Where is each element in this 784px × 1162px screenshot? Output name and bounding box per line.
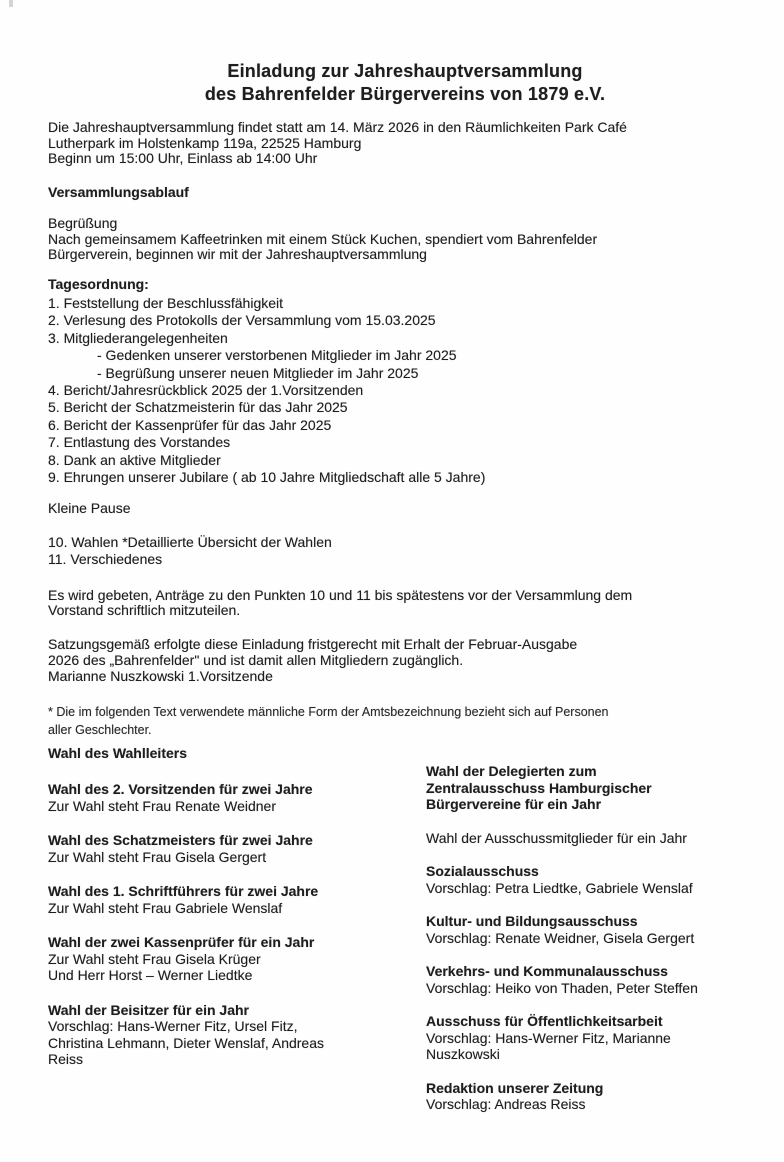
election-block [48,832,426,865]
footnote-line: * Die im folgenden Text verwendete männliche Form der Amtsbezeichnung bezieht sich auf Personen [48,704,609,719]
agenda-list-continued [48,534,748,568]
document-title-line1: Einladung zur Jahreshauptversammlung [227,61,583,81]
signature-line: Marianne Nuszkowski 1.Vorsitzende [48,667,273,684]
election-candidate-line: Zur Wahl steht Frau Gisela Gergert [48,848,267,865]
election-block [426,830,748,847]
election-heading: Wahl des 1. Schriftführers für zwei Jahre [48,883,319,900]
agenda-item: 9. Ehrungen unserer Jubilare ( ab 10 Jahre Mitgliedschaft alle 5 Jahre) [48,469,486,486]
intro-paragraph [48,120,748,167]
election-note-line: Wahl der Ausschussmitglieder für ein Jahr [426,829,687,846]
election-block [48,781,426,814]
section-heading-versammlungsablauf: Versammlungsablauf [48,183,189,200]
election-candidate-line: Vorschlag: Renate Weidner, Gisela Gergert [426,929,695,946]
election-block [48,1002,426,1068]
election-candidate-line: Zur Wahl steht Frau Gisela Krüger [48,950,261,967]
election-candidate-line: Reiss [48,1051,84,1068]
election-heading: Verkehrs- und Kommunalausschuss [426,963,668,980]
agenda-item: 5. Bericht der Schatzmeisterin für das Jahr 2025 [48,399,348,416]
document-content [0,60,784,1113]
ablauf-line: Nach gemeinsamem Kaffeetrinken mit einem Stück Kuchen, spendiert vom Bahrenfelder [48,230,598,247]
agenda-item: 8. Dank an aktive Mitglieder [48,451,221,468]
election-block [426,963,748,996]
document-title [48,60,748,106]
scan-artifact-mark [9,0,13,7]
election-candidate-line: Zur Wahl steht Frau Gabriele Wenslaf [48,899,283,916]
agenda-item: 6. Bericht der Kassenprüfer für das Jahr 2025 [48,416,332,433]
antrag-line: Vorstand schriftlich mitzuteilen. [48,602,241,619]
satzung-paragraph [48,636,748,684]
election-candidate-line: Zur Wahl steht Frau Renate Weidner [48,797,276,814]
agenda-item: 4. Bericht/Jahresrückblick 2025 der 1.Vorsitzenden [48,382,364,399]
satzung-line: Satzungsgemäß erfolgte diese Einladung fristgerecht mit Erhalt der Februar-Ausgabe [48,635,578,652]
footnote [48,703,748,739]
election-candidate-line: Vorschlag: Hans-Werner Fitz, Marianne [426,1029,671,1046]
agenda-item: 1. Feststellung der Beschlussfähigkeit [48,295,284,311]
election-block [426,1013,748,1063]
antrag-paragraph [48,588,748,619]
election-heading: Zentralausschuss Hamburgischer [426,779,652,796]
elections-left-column [48,763,426,1113]
election-candidate-line: Vorschlag: Petra Liedtke, Gabriele Wenslaf [426,879,693,896]
election-block [48,934,426,984]
section-heading-wahlleiter: Wahl des Wahlleiters [48,744,187,761]
agenda-item: 3. Mitgliederangelegenheiten [48,329,228,346]
election-heading: Ausschuss für Öffentlichkeitsarbeit [426,1013,663,1030]
elections-right-column [426,763,748,1113]
agenda-item: 10. Wahlen *Detaillierte Übersicht der Wahlen [48,533,332,550]
election-heading: Wahl des 2. Vorsitzenden für zwei Jahre [48,781,313,798]
election-candidate-line: Vorschlag: Hans-Werner Fitz, Ursel Fitz, [48,1018,298,1035]
election-block [426,913,748,946]
ablauf-line: Begrüßung [48,215,118,231]
agenda-item: 11. Verschiedenes [48,550,163,567]
election-heading: Wahl der zwei Kassenprüfer für ein Jahr [48,934,315,951]
election-candidate-line: Und Herr Horst – Werner Liedtke [48,967,253,984]
intro-line: Beginn um 15:00 Uhr, Einlass ab 14:00 Uhr [48,150,318,166]
ablauf-line: Bürgerverein, beginnen wir mit der Jahreshauptversammlung [48,246,427,262]
antrag-line: Es wird gebeten, Anträge zu den Punkten 10 und 11 bis spätestens vor der Versammlung dem [48,586,633,603]
agenda-item: 7. Entlastung des Vorstandes [48,434,231,451]
agenda-subitem: - Gedenken unserer verstorbenen Mitglieder im Jahr 2025 [97,347,457,364]
elections-columns [48,763,748,1113]
agenda-item: 2. Verlesung des Protokolls der Versammlung vom 15.03.2025 [48,312,436,329]
election-heading: Sozialausschuss [426,863,539,880]
election-heading: Wahl der Delegierten zum [426,763,597,780]
election-heading: Wahl der Beisitzer für ein Jahr [48,1001,249,1018]
satzung-line: 2026 des „Bahrenfelder" und ist damit allen Mitgliedern zugänglich. [48,651,464,668]
footnote-line: aller Geschlechter. [48,722,152,737]
intro-line: Lutherpark im Holstenkamp 119a, 22525 Hamburg [48,134,362,151]
election-heading: Wahl des Schatzmeisters für zwei Jahre [48,832,313,849]
election-heading: Kultur- und Bildungsausschuss [426,913,638,930]
pause-note: Kleine Pause [48,500,131,517]
election-candidate-line: Vorschlag: Heiko von Thaden, Peter Steffen [426,979,698,996]
election-candidate-line: Christina Lehmann, Dieter Wenslaf, Andreas [48,1034,324,1051]
election-candidate-line: Vorschlag: Andreas Reiss [426,1096,586,1113]
intro-line: Die Jahreshauptversammlung findet statt am 14. März 2026 in den Räumlichkeiten Park Café [48,119,627,135]
ablauf-paragraph [48,216,748,263]
election-block [48,883,426,916]
election-heading: Bürgervereine für ein Jahr [426,796,602,813]
agenda-list [48,295,748,486]
election-heading: Redaktion unserer Zeitung [426,1079,604,1096]
election-block [426,863,748,896]
election-block [426,763,748,813]
document-title-line2: des Bahrenfelder Bürgervereins von 1879 e.V. [204,84,606,104]
section-heading-tagesordnung: Tagesordnung: [48,275,149,292]
election-block [426,1080,748,1113]
election-candidate-line: Nuszkowski [426,1046,500,1063]
agenda-subitem: - Begrüßung unserer neuen Mitglieder im Jahr 2025 [97,364,419,381]
